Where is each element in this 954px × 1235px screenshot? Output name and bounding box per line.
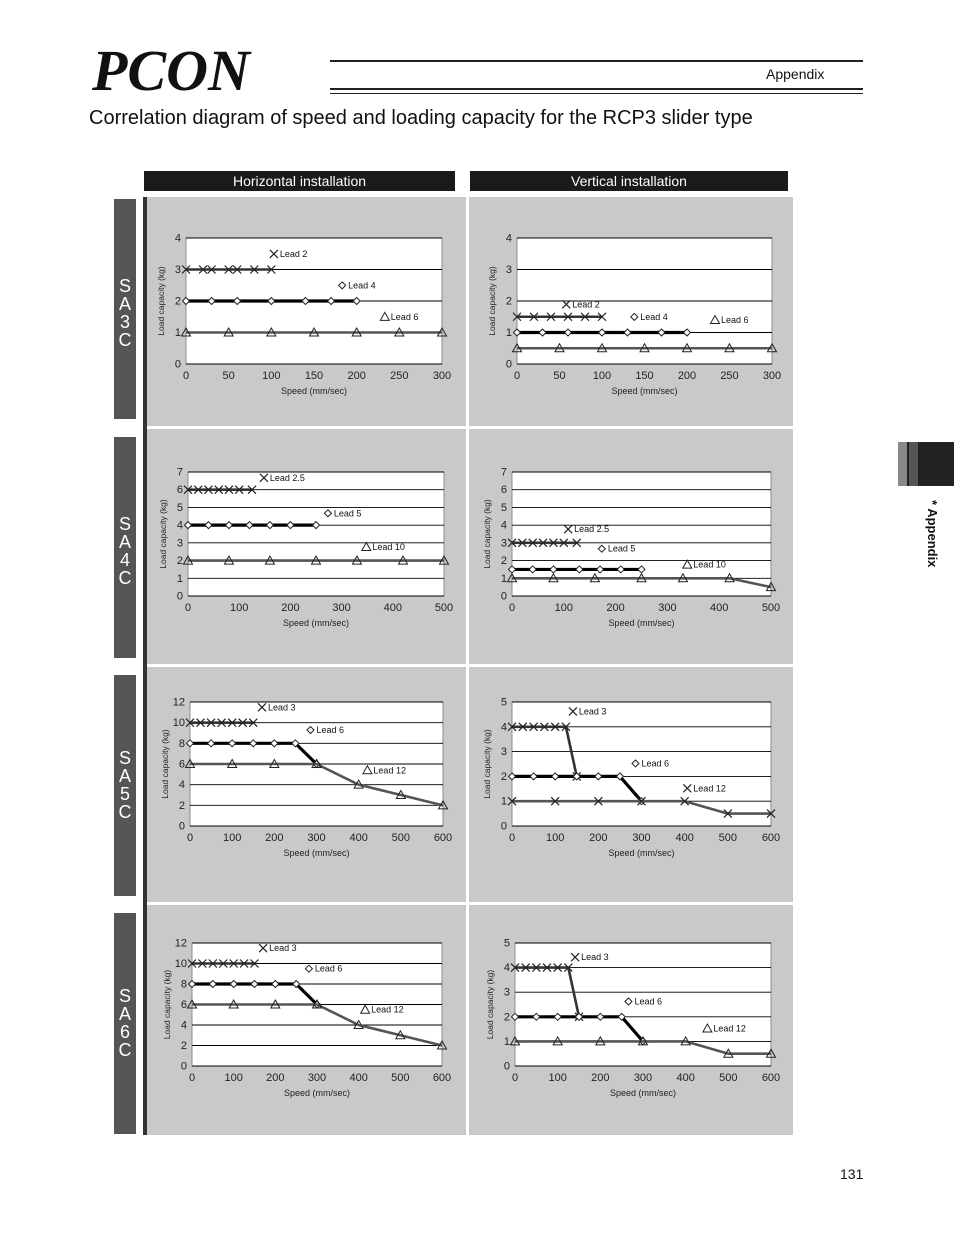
x-tick-label: 250 (390, 370, 409, 382)
page-number: 131 (840, 1166, 864, 1182)
y-tick-label: 5 (503, 937, 510, 950)
x-axis-label: Speed (mm/sec) (280, 386, 348, 396)
x-tick-label: 150 (635, 370, 654, 382)
x-axis-label: Speed (mm/sec) (282, 618, 350, 628)
series-label: Lead 12 (693, 783, 726, 794)
x-tick-label: 500 (391, 1072, 410, 1084)
series-label: Lead 10 (693, 559, 726, 570)
chart-sa3c-h (152, 228, 456, 400)
x-tick-label: 50 (553, 370, 566, 382)
y-tick-label: 6 (180, 999, 187, 1011)
y-tick-label: 3 (500, 746, 507, 759)
y-tick-label: 3 (505, 264, 512, 276)
x-tick-label: 400 (676, 1072, 695, 1084)
series-label: Lead 3 (269, 943, 297, 954)
y-tick-label: 3 (176, 537, 183, 550)
y-axis-label: Load capacity (kg) (162, 969, 172, 1040)
x-axis-label: Speed (mm/sec) (609, 1088, 677, 1098)
series-label: Lead 4 (348, 280, 376, 291)
row-label-letter: A (118, 766, 131, 786)
y-tick-label: 2 (505, 295, 512, 308)
y-axis-label: Load capacity (kg) (160, 729, 170, 799)
series-label: Lead 6 (721, 315, 749, 326)
y-tick-label: 4 (503, 962, 510, 975)
x-tick-label: 300 (633, 1072, 653, 1084)
y-tick-label: 7 (176, 466, 183, 479)
x-tick-label: 100 (545, 832, 565, 844)
y-tick-label: 0 (503, 1060, 510, 1073)
y-axis-label: Load capacity (kg) (158, 499, 168, 569)
x-tick-label: 100 (230, 602, 249, 614)
y-tick-label: 8 (178, 737, 185, 750)
x-tick-label: 0 (188, 1072, 196, 1084)
y-tick-label: 5 (176, 501, 183, 514)
y-tick-label: 2 (174, 295, 181, 308)
y-tick-label: 6 (178, 758, 185, 771)
x-tick-label: 100 (262, 370, 281, 382)
x-tick-label: 600 (432, 1072, 452, 1084)
y-axis-label: Load capacity (kg) (482, 499, 492, 569)
y-tick-label: 0 (180, 1060, 187, 1073)
y-axis-label: Load capacity (kg) (485, 969, 495, 1040)
x-axis-label: Speed (mm/sec) (283, 848, 350, 858)
y-axis-label: Load capacity (kg) (156, 266, 166, 336)
x-tick-label: 600 (761, 1072, 781, 1084)
row-label-letter: 4 (119, 550, 130, 570)
x-tick-label: 200 (677, 370, 697, 382)
chart-sa3c-v (483, 228, 786, 400)
y-tick-label: 6 (500, 484, 507, 497)
series-label: Lead 12 (713, 1023, 746, 1034)
x-tick-label: 0 (184, 602, 192, 614)
x-tick-label: 200 (589, 832, 608, 844)
row-label-sa3c (114, 199, 136, 419)
series-label: Lead 2 (279, 248, 308, 259)
x-tick-label: 300 (307, 832, 326, 844)
series-label: Lead 6 (634, 996, 662, 1007)
page-title: Correlation diagram of speed and loading capacity for the RCP3 slider type (89, 107, 753, 129)
row-label-sa4c (114, 437, 136, 658)
column-header-vertical: Vertical installation (470, 171, 788, 191)
x-tick-label: 500 (719, 1072, 738, 1084)
x-tick-label: 250 (720, 370, 739, 382)
x-tick-label: 200 (591, 1072, 610, 1084)
y-axis-label: Load capacity (kg) (482, 729, 492, 799)
logo-text: PCON (92, 44, 250, 96)
series-label: Lead 6 (390, 311, 419, 322)
header-rule-top (330, 60, 863, 62)
row-label-letter: 5 (119, 784, 130, 804)
x-tick-label: 500 (434, 602, 454, 614)
series-label: Lead 12 (371, 1004, 404, 1015)
y-tick-label: 1 (500, 795, 507, 808)
row-label-letter: 3 (119, 312, 130, 332)
x-tick-label: 500 (391, 832, 411, 844)
y-tick-label: 3 (500, 537, 507, 550)
x-tick-label: 0 (508, 602, 516, 614)
chart-grid-row-divider (147, 664, 793, 667)
y-tick-label: 5 (500, 501, 507, 514)
row-label-letter: 6 (119, 1022, 130, 1042)
x-tick-label: 0 (182, 370, 190, 382)
x-tick-label: 0 (508, 832, 516, 844)
y-tick-label: 10 (172, 717, 185, 730)
x-tick-label: 200 (265, 832, 284, 844)
row-label-letter: A (118, 532, 131, 552)
y-tick-label: 2 (178, 799, 185, 812)
x-tick-label: 0 (186, 832, 194, 844)
chart-sa4c-v (478, 462, 785, 632)
y-tick-label: 4 (178, 779, 185, 792)
x-tick-label: 200 (266, 1072, 285, 1084)
x-tick-label: 500 (761, 602, 781, 614)
series-label: Lead 12 (373, 765, 406, 776)
y-tick-label: 8 (180, 978, 187, 991)
y-tick-label: 2 (503, 1011, 510, 1024)
x-tick-label: 200 (347, 370, 366, 382)
y-tick-label: 1 (176, 572, 183, 585)
y-tick-label: 6 (176, 484, 183, 497)
y-tick-label: 7 (500, 466, 507, 479)
series-label: Lead 2.5 (269, 472, 305, 483)
x-tick-label: 100 (222, 832, 242, 844)
y-tick-label: 2 (180, 1040, 187, 1052)
y-axis-label: Load capacity (kg) (487, 266, 497, 336)
series-label: Lead 3 (581, 952, 609, 963)
chart-sa6c-v (481, 933, 785, 1102)
y-tick-label: 1 (503, 1035, 510, 1048)
series-label: Lead 2.5 (574, 524, 610, 535)
x-tick-label: 300 (432, 370, 452, 382)
y-tick-label: 1 (505, 327, 512, 339)
x-tick-label: 100 (224, 1072, 243, 1084)
y-tick-label: 0 (500, 590, 507, 603)
row-label-letter: S (118, 748, 131, 768)
x-tick-label: 200 (281, 602, 300, 614)
x-axis-label: Speed (mm/sec) (608, 848, 675, 858)
x-tick-label: 300 (632, 832, 651, 844)
y-tick-label: 12 (172, 696, 185, 709)
chart-grid-row-divider (147, 426, 793, 429)
y-tick-label: 3 (503, 986, 510, 999)
x-tick-label: 400 (675, 832, 694, 844)
x-tick-label: 0 (511, 1072, 519, 1084)
x-tick-label: 300 (307, 1072, 327, 1084)
y-tick-label: 4 (500, 519, 507, 532)
series-label: Lead 6 (314, 963, 343, 974)
series-label: Lead 3 (268, 702, 296, 713)
x-tick-label: 400 (349, 832, 368, 844)
x-tick-label: 300 (658, 602, 677, 614)
column-header-horizontal: Horizontal installation (144, 171, 455, 191)
row-label-letter: S (118, 276, 131, 296)
x-tick-label: 0 (513, 370, 521, 382)
x-tick-label: 500 (718, 832, 738, 844)
chart-sa6c-h (158, 933, 456, 1102)
y-tick-label: 4 (500, 721, 507, 734)
y-tick-label: 0 (176, 590, 183, 603)
y-tick-label: 0 (178, 820, 185, 833)
y-tick-label: 4 (505, 232, 512, 245)
row-label-sa6c (114, 913, 136, 1134)
row-label-letter: C (118, 568, 132, 588)
row-label-sa5c (114, 675, 136, 896)
x-tick-label: 100 (554, 602, 573, 614)
appendix-tab-block (898, 442, 954, 486)
header-rule-bottom (330, 88, 863, 90)
y-tick-label: 3 (174, 264, 181, 276)
row-label-letter: C (118, 802, 132, 822)
row-label-letter: A (118, 1004, 131, 1024)
series-label: Lead 3 (578, 706, 607, 717)
series-label: Lead 5 (607, 543, 636, 554)
y-tick-label: 5 (500, 696, 507, 709)
x-axis-label: Speed (mm/sec) (283, 1088, 351, 1098)
x-tick-label: 100 (548, 1072, 567, 1084)
chart-sa4c-h (154, 462, 458, 632)
x-tick-label: 600 (433, 832, 453, 844)
row-label-letter: C (118, 1040, 132, 1060)
chart-sa5c-h (156, 692, 457, 862)
x-tick-label: 200 (606, 602, 625, 614)
x-tick-label: 400 (710, 602, 729, 614)
series-label: Lead 2 (572, 299, 600, 310)
y-tick-label: 4 (174, 232, 181, 245)
series-label: Lead 6 (641, 758, 670, 769)
series-label: Lead 4 (640, 311, 668, 322)
y-tick-label: 0 (500, 820, 507, 833)
chart-grid-row-divider (147, 902, 793, 905)
row-label-letter: S (118, 514, 131, 534)
y-tick-label: 0 (505, 358, 512, 371)
series-label: Lead 5 (333, 508, 362, 519)
x-tick-label: 300 (332, 602, 351, 614)
x-tick-label: 400 (383, 602, 402, 614)
y-tick-label: 12 (174, 937, 187, 950)
y-tick-label: 2 (500, 555, 507, 568)
y-tick-label: 1 (500, 572, 507, 585)
y-tick-label: 10 (174, 958, 187, 970)
side-tab-label: * Appendix (925, 500, 940, 568)
x-axis-label: Speed (mm/sec) (608, 618, 675, 628)
x-tick-label: 150 (304, 370, 324, 382)
x-tick-label: 100 (592, 370, 612, 382)
row-label-letter: C (118, 330, 132, 350)
y-tick-label: 0 (174, 358, 181, 371)
x-tick-label: 300 (762, 370, 782, 382)
header-rule-bottom-thin (330, 93, 863, 94)
y-tick-label: 1 (174, 327, 181, 339)
x-tick-label: 600 (761, 832, 781, 844)
y-tick-label: 4 (176, 519, 183, 532)
y-tick-label: 4 (180, 1019, 187, 1032)
x-tick-label: 400 (349, 1072, 368, 1084)
chart-sa5c-v (478, 692, 785, 862)
row-label-letter: S (118, 986, 131, 1006)
x-axis-label: Speed (mm/sec) (611, 386, 678, 396)
row-label-letter: A (118, 294, 131, 314)
section-label: Appendix (766, 66, 825, 82)
x-tick-label: 50 (222, 370, 235, 382)
series-label: Lead 10 (372, 541, 405, 552)
series-label: Lead 6 (316, 725, 345, 735)
y-tick-label: 2 (500, 770, 507, 783)
y-tick-label: 2 (176, 555, 183, 568)
pcon-logo (92, 44, 332, 96)
